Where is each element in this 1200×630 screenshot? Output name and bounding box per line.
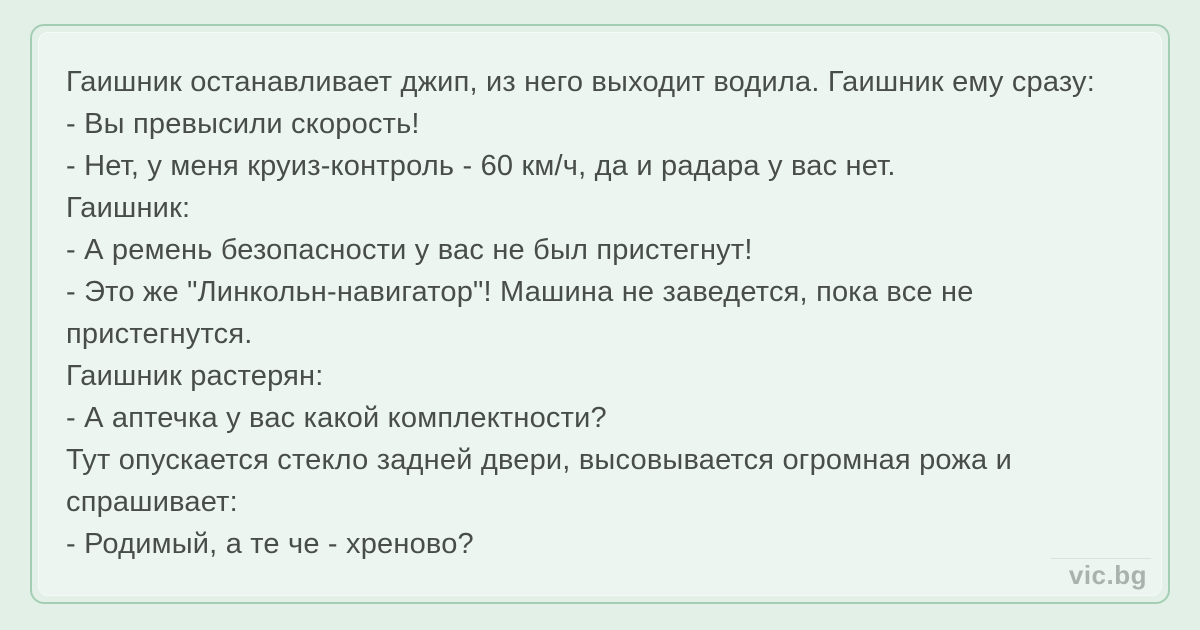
joke-line: - Это же "Линкольн-навигатор"! Машина не заведется, пока все не (66, 276, 974, 308)
joke-line: Тут опускается стекло задней двери, высовывается огромная рожа и (66, 444, 1012, 476)
joke-line: Гаишник: (66, 192, 191, 224)
joke-line: - Вы превысили скорость! (66, 108, 420, 140)
joke-text (66, 61, 1141, 565)
watermark-label: vic.bg (1068, 560, 1147, 590)
joke-card-inner (38, 32, 1162, 596)
watermark (1051, 558, 1151, 591)
joke-line: Гаишник останавливает джип, из него выходит водила. Гаишник ему сразу: (66, 66, 1095, 98)
joke-card (30, 24, 1170, 604)
joke-line: пристегнутся. (66, 318, 253, 350)
joke-line: спрашивает: (66, 486, 238, 518)
joke-line: - Родимый, а те че - хреново? (66, 528, 474, 560)
joke-line: Гаишник растерян: (66, 360, 324, 392)
joke-line: - А аптечка у вас какой комплектности? (66, 402, 607, 434)
joke-line: - А ремень безопасности у вас не был пристегнут! (66, 234, 753, 266)
joke-line: - Нет, у меня круиз-контроль - 60 км/ч, да и радара у вас нет. (66, 150, 896, 182)
